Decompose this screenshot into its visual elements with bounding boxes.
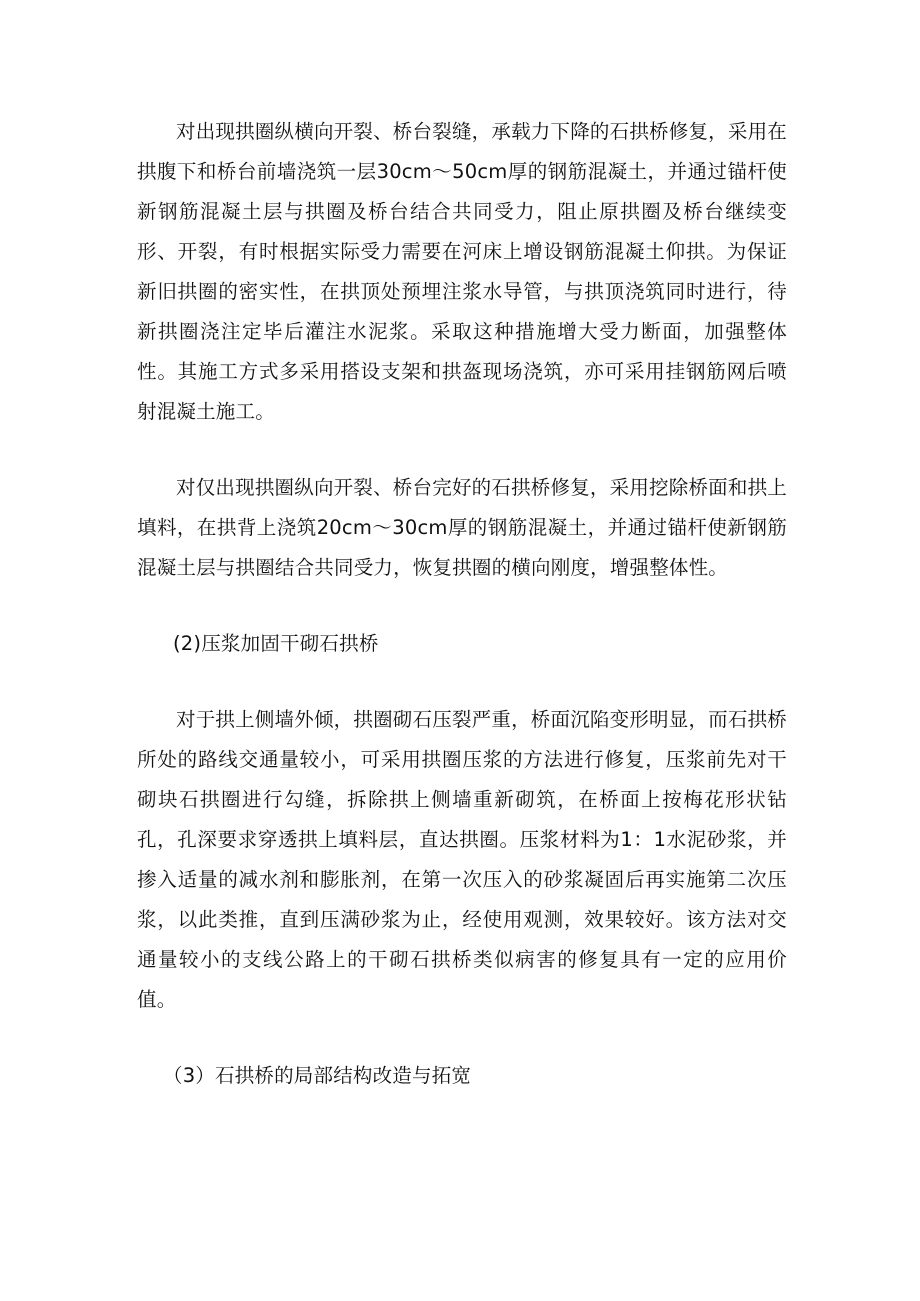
paragraph-gap [137, 432, 787, 468]
paragraph-longitudinal-cracking-repair: 对仅出现拱圈纵向开裂、桥台完好的石拱桥修复，采用挖除桥面和拱上填料，在拱背上浇筑20cm～30cm厚的钢筋混凝土，并通过锚杆使新钢筋混凝土层与拱圈结合共同受力，恢复拱圈的横向刚度，增强整体性。 [137, 476, 787, 579]
paragraph-gap [137, 588, 787, 624]
paragraph-gap [137, 664, 787, 700]
paragraph-arch-cracking-repair: 对出现拱圈纵横向开裂、桥台裂缝，承载力下降的石拱桥修复，采用在拱腹下和桥台前墙浇筑一层30cm～50cm厚的钢筋混凝土，并通过锚杆使新钢筋混凝土层与拱圈及桥台结合共同受力，阻止原拱圈及桥台继续变形、开裂，有时根据实际受力需要在河床上增设钢筋混凝土仰拱。为保证新旧拱圈的密实性，在拱顶处预埋注浆水导管，与拱顶浇筑同时进行，待新拱圈浇注定毕后灌注水泥浆。采取这种措施增大受力断面，加强整体性。其施工方式多采用搭设支架和拱盔现场浇筑，亦可采用挂钢筋网后喷射混凝土施工。 [137, 120, 787, 423]
paragraph-gap [137, 1020, 787, 1056]
paragraph-grouting-method: 对于拱上侧墙外倾，拱圈砌石压裂严重，桥面沉陷变形明显，而石拱桥所处的路线交通量较小，可采用拱圈压浆的方法进行修复，压浆前先对干砌块石拱圈进行勾缝，拆除拱上侧墙重新砌筑，在桥面上按梅花形状钻孔，孔深要求穿透拱上填料层，直达拱圈。压浆材料为1：1水泥砂浆，并掺入适量的减水剂和膨胀剂，在第一次压入的砂浆凝固后再实施第二次压浆，以此类推，直到压满砂浆为止，经使用观测，效果较好。该方法对交通量较小的支线公路上的干砌石拱桥类似病害的修复具有一定的应用价值。 [137, 708, 787, 1011]
section-heading-grouting: (2)压浆加固干砌石拱桥 [173, 632, 379, 655]
document-body [137, 112, 787, 1096]
section-heading-structural-modification: （3）石拱桥的局部结构改造与拓宽 [163, 1064, 472, 1087]
